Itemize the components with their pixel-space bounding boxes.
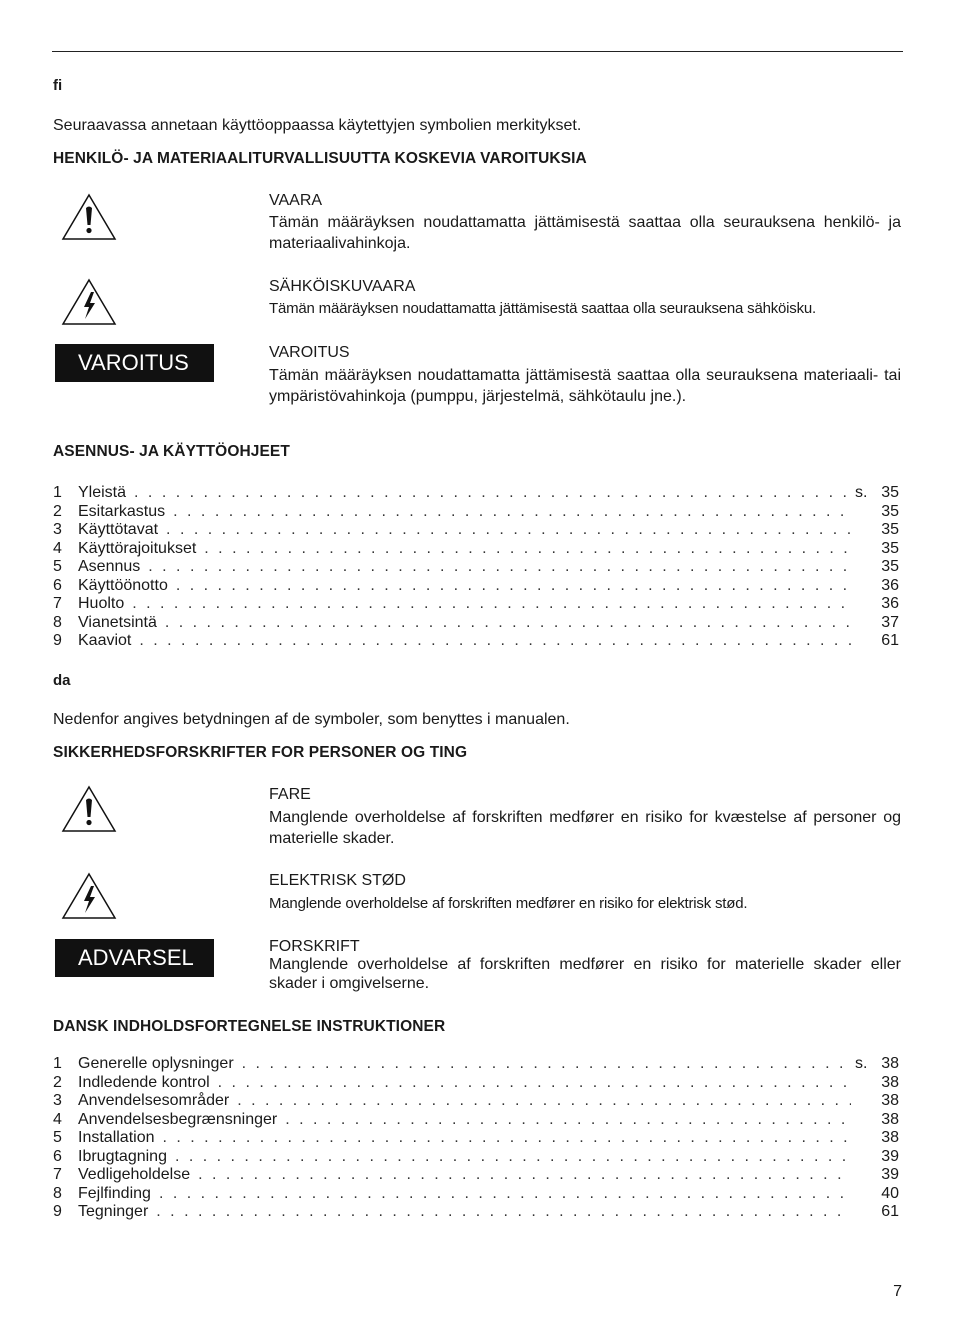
toc-page-number: 38	[881, 1110, 899, 1128]
toc-row[interactable]	[53, 1074, 899, 1093]
toc-label: Asennus	[78, 558, 141, 575]
toc-page-number: 40	[881, 1184, 899, 1202]
toc-label: Tegninger	[78, 1203, 149, 1220]
toc-row[interactable]	[53, 484, 899, 503]
toc-label: Kaaviot	[78, 632, 132, 649]
toc-row[interactable]	[53, 1092, 899, 1111]
toc-number: 2	[53, 1073, 62, 1091]
exclamation-warning-icon	[60, 192, 118, 242]
toc-list-fi	[53, 484, 899, 651]
toc-number: 4	[53, 539, 62, 557]
toc-dot-leader	[242, 1055, 851, 1074]
toc-number: 1	[53, 484, 62, 501]
warning-title-danger-fi: VAARA	[269, 192, 323, 209]
toc-label: Indledende kontrol	[78, 1073, 210, 1091]
toc-row[interactable]	[53, 595, 899, 614]
toc-list-da	[53, 1055, 899, 1222]
toc-dot-leader	[173, 503, 851, 522]
warning-title-shock-fi: SÄHKÖISKUVAARA	[269, 278, 416, 295]
page-number: 7	[893, 1283, 902, 1300]
toc-number: 7	[53, 1166, 62, 1183]
toc-label: Anvendelsesbegrænsninger	[78, 1110, 278, 1128]
toc-page-number: 38	[881, 1092, 899, 1109]
toc-row[interactable]	[53, 632, 899, 651]
toc-row[interactable]	[53, 503, 899, 522]
toc-dot-leader	[148, 558, 851, 577]
toc-dot-leader	[139, 632, 851, 651]
toc-row[interactable]	[53, 540, 899, 559]
toc-label: Fejlfinding	[78, 1184, 151, 1202]
toc-label: Generelle oplysninger	[78, 1055, 234, 1072]
toc-page-number: 35	[881, 558, 899, 575]
toc-row[interactable]	[53, 1185, 899, 1204]
toc-number: 3	[53, 1092, 62, 1109]
toc-row[interactable]	[53, 558, 899, 577]
toc-dot-leader	[176, 577, 851, 596]
toc-page-prefix: s.	[855, 1055, 868, 1072]
toc-page-number: 36	[881, 576, 899, 594]
toc-dot-leader	[204, 540, 851, 559]
toc-dot-leader	[165, 614, 851, 633]
toc-dot-leader	[132, 595, 851, 614]
warning-badge-fi: VAROITUS	[55, 344, 214, 382]
toc-row[interactable]	[53, 1166, 899, 1185]
toc-heading-da: DANSK INDHOLDSFORTEGNELSE INSTRUKTIONER	[53, 1018, 446, 1035]
toc-number: 5	[53, 1129, 62, 1146]
toc-label: Käyttöönotto	[78, 576, 168, 594]
toc-label: Yleistä	[78, 484, 127, 501]
warning-text-shock-da: Manglende overholdelse af forskriften medfører en risiko for elektrisk stød.	[269, 895, 748, 912]
warning-badge-da: ADVARSEL	[55, 939, 214, 977]
warning-text-danger-fi: Tämän määräyksen noudattamatta jättämisestä saattaa olla seurauksena henkilö- ja materiaalivahinkoja.	[269, 214, 901, 252]
toc-label: Käyttötavat	[78, 521, 159, 538]
toc-dot-leader	[237, 1092, 851, 1111]
toc-number: 4	[53, 1110, 62, 1128]
toc-label: Anvendelsesområder	[78, 1092, 230, 1109]
toc-row[interactable]	[53, 1203, 899, 1222]
toc-page-number: 61	[881, 632, 899, 649]
intro-text-fi: Seuraavassa annetaan käyttöoppaassa käytettyjen symbolien merkitykset.	[53, 117, 582, 134]
toc-page-number: 38	[881, 1129, 899, 1146]
toc-page-number: 37	[881, 613, 899, 631]
safety-heading-da: SIKKERHEDSFORSKRIFTER FOR PERSONER OG TING	[53, 744, 468, 761]
warning-title-caution-fi: VAROITUS	[269, 344, 350, 361]
toc-dot-leader	[166, 521, 851, 540]
toc-number: 9	[53, 1203, 62, 1220]
toc-number: 8	[53, 1184, 62, 1202]
toc-page-number: 61	[881, 1203, 899, 1220]
toc-dot-leader	[156, 1203, 851, 1222]
toc-page-number: 38	[881, 1055, 899, 1072]
toc-number: 8	[53, 613, 62, 631]
electric-shock-warning-icon	[60, 871, 118, 921]
toc-page-number: 35	[881, 521, 899, 538]
toc-page-number: 35	[881, 539, 899, 557]
toc-heading-fi: ASENNUS- JA KÄYTTÖOHJEET	[53, 443, 290, 460]
toc-row[interactable]	[53, 577, 899, 596]
intro-text-da: Nedenfor angives betydningen af de symboler, som benyttes i manualen.	[53, 711, 570, 728]
toc-page-number: 35	[881, 502, 899, 520]
toc-row[interactable]	[53, 1111, 899, 1130]
toc-row[interactable]	[53, 1055, 899, 1074]
warning-title-shock-da: ELEKTRISK STØD	[269, 872, 406, 889]
warning-title-danger-da: FARE	[269, 786, 311, 803]
toc-page-number: 39	[881, 1166, 899, 1183]
warning-text-shock-fi: Tämän määräyksen noudattamatta jättämisestä saattaa olla seurauksena sähköisku.	[269, 300, 817, 317]
language-code-da: da	[53, 672, 71, 689]
toc-number: 3	[53, 521, 62, 538]
warning-text-caution-da: Manglende overholdelse af forskriften medfører en risiko for materielle skader eller skader i omgivelserne.	[269, 956, 901, 992]
warning-text-caution-fi: Tämän määräyksen noudattamatta jättämisestä saattaa olla seurauksena materiaali- tai ympäristövahinkoja (pumppu, järjestelmä, sähkötaulu jne.).	[269, 367, 901, 405]
toc-label: Ibrugtagning	[78, 1147, 167, 1165]
toc-number: 5	[53, 558, 62, 575]
safety-heading-fi: HENKILÖ- JA MATERIAALITURVALLISUUTTA KOSKEVIA VAROITUKSIA	[53, 150, 587, 167]
toc-label: Käyttörajoitukset	[78, 539, 197, 557]
electric-shock-warning-icon	[60, 277, 118, 327]
toc-number: 6	[53, 576, 62, 594]
exclamation-warning-icon	[60, 784, 118, 834]
top-rule	[52, 51, 903, 52]
toc-row[interactable]	[53, 1148, 899, 1167]
toc-row[interactable]	[53, 1129, 899, 1148]
toc-number: 7	[53, 595, 62, 612]
toc-dot-leader	[218, 1074, 851, 1093]
language-code-fi: fi	[53, 77, 63, 94]
toc-dot-leader	[134, 484, 851, 503]
toc-page-number: 39	[881, 1147, 899, 1165]
toc-dot-leader	[175, 1148, 851, 1167]
toc-dot-leader	[159, 1185, 851, 1204]
toc-row[interactable]	[53, 521, 899, 540]
toc-row[interactable]	[53, 614, 899, 633]
toc-page-number: 35	[881, 484, 899, 501]
toc-page-number: 36	[881, 595, 899, 612]
warning-title-caution-da: FORSKRIFT	[269, 938, 360, 955]
warning-text-danger-da: Manglende overholdelse af forskriften medfører en risiko for kvæstelse af personer og materielle skader.	[269, 809, 901, 847]
toc-dot-leader	[285, 1111, 851, 1130]
toc-number: 9	[53, 632, 62, 649]
toc-label: Installation	[78, 1129, 155, 1146]
toc-label: Huolto	[78, 595, 125, 612]
toc-number: 1	[53, 1055, 62, 1072]
toc-dot-leader	[163, 1129, 852, 1148]
toc-label: Esitarkastus	[78, 502, 166, 520]
toc-dot-leader	[198, 1166, 851, 1185]
toc-number: 6	[53, 1147, 62, 1165]
toc-number: 2	[53, 502, 62, 520]
toc-label: Vianetsintä	[78, 613, 157, 631]
toc-page-prefix: s.	[855, 484, 868, 501]
toc-page-number: 38	[881, 1073, 899, 1091]
toc-label: Vedligeholdelse	[78, 1166, 191, 1183]
